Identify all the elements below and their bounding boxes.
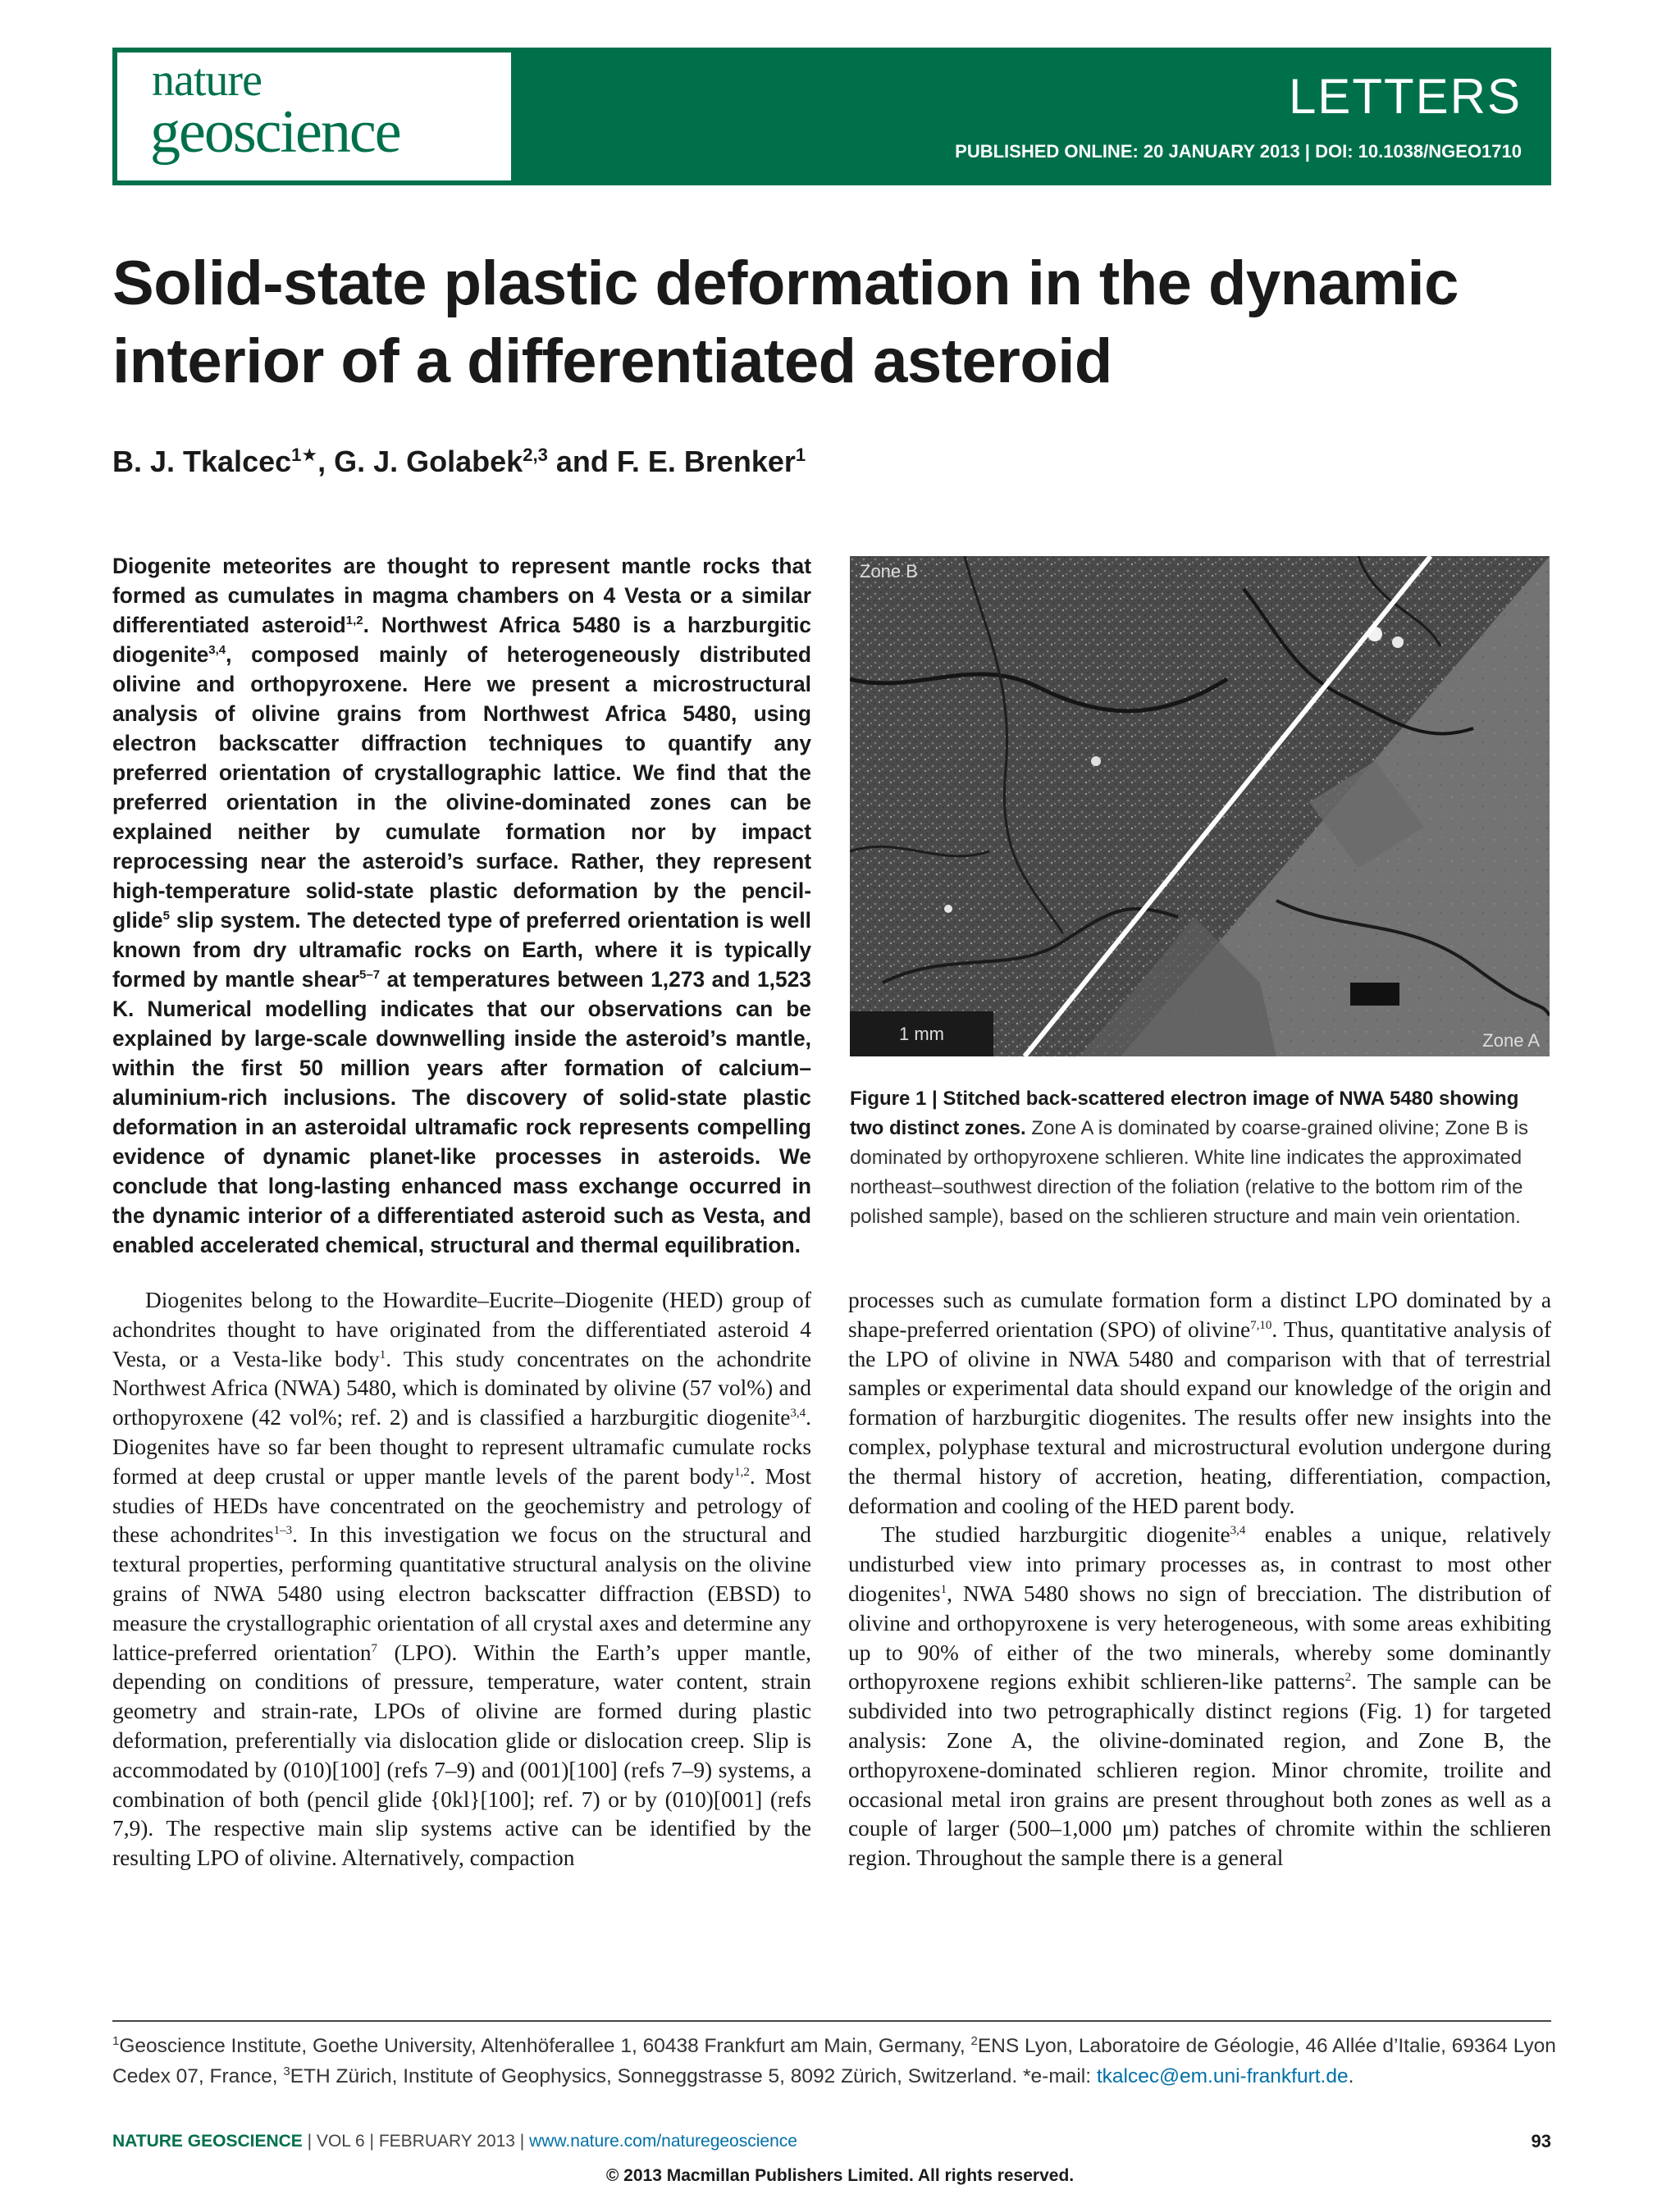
citation-superscript: 7,10 <box>1250 1318 1272 1332</box>
citation-superscript: 3,4 <box>790 1407 806 1421</box>
author-affiliation: 1 <box>795 445 806 465</box>
citation-superscript: 1–3 <box>273 1524 293 1538</box>
footnote-divider <box>112 2020 1551 2022</box>
citation-superscript: 2 <box>970 2033 978 2048</box>
text-run: Diogenite meteorites are thought to represent mantle rocks that formed as cumulates in magma chambers on 4 Vesta or a similar differentiated asteroid <box>112 554 811 637</box>
citation-superscript: 3 <box>283 2064 290 2078</box>
citation-superscript: 1,2 <box>734 1465 750 1479</box>
citation-superscript: 1,2 <box>345 614 363 628</box>
scale-bar-label: 1 mm <box>899 1024 944 1044</box>
text-run: slip system. The detected type of preferred orientation is well known from dry ultramafic rocks on Earth, where it is typically formed by mantle shear <box>112 908 811 992</box>
text-run: . In this investigation we focus on the structural and textural properties, performing quantitative structural analysis on the olivine grains of NWA 5480 using electron backscatter diffraction (EBSD) to measure the crystallographic orientation of all crystal axes and determine any lattice-preferred orientation <box>112 1522 811 1665</box>
footer-journal-name: NATURE GEOSCIENCE <box>112 2132 303 2151</box>
text-run: . <box>1348 2065 1354 2087</box>
text-run: . Thus, quantitative analysis of the LPO of olivine in NWA 5480 and comparison with that of terrestrial samples or experimental data should expand our knowledge of the origin and formation of harzburgitic diogenites. The results offer new insights into the complex, polyphase textural and microstructural evolution undergone during the thermal history of accretion, heating, differentiation, compaction, deformation and cooling of the HED parent body. <box>848 1316 1551 1518</box>
text-run: . The sample can be subdivided into two petrographically distinct regions (Fig. 1) for targeted analysis: Zone A, the olivine-dominated region, and Zone B, the orthopyroxene-dominated schlieren region. Minor chromite, troilite and occasional metal iron grains are present throughout both zones as well as a couple of larger (500–1,000 μm) patches of chromite within the schlieren region. Throughout the sample there is a general <box>848 1669 1551 1871</box>
author-name[interactable]: F. E. Brenker <box>616 445 796 478</box>
section-label: LETTERS <box>1288 69 1522 124</box>
author-affiliation: 2,3 <box>523 445 548 465</box>
text-run: The studied harzburgitic diogenite <box>881 1522 1230 1548</box>
citation-superscript: 1 <box>379 1348 386 1362</box>
journal-header <box>112 48 1551 185</box>
author-affiliation: 1★ <box>291 445 318 465</box>
affiliations-footnote <box>112 2031 1556 2092</box>
publication-info: PUBLISHED ONLINE: 20 JANUARY 2013 | DOI: 10.1038/NGEO1710 <box>955 141 1522 162</box>
logo-word-geoscience: geoscience <box>150 98 400 166</box>
citation-superscript: 1 <box>940 1582 947 1596</box>
text-run: (LPO). Within the Earth’s upper mantle, depending on conditions of pressure, temperature, water content, strain geometry and strain-rate, LPOs of olivine are formed during plastic deformation, preferentially via dislocation glide or dislocation creep. Slip is accommodated by (010)[100] (refs 7–9) and (001)[100] (refs 7–9) systems, a combination of both (pencil glide {0kl}[100]; ref. 7) or by (010)[001] (refs 7,9). The respective main slip systems active can be identified by the resulting LPO of olivine. Alternatively, compaction <box>112 1640 811 1871</box>
copyright-notice: © 2013 Macmillan Publishers Limited. All rights reserved. <box>605 2166 1075 2185</box>
citation-superscript: 3,4 <box>1230 1524 1246 1538</box>
zone-a-label: Zone A <box>1482 1030 1540 1051</box>
citation-superscript: 2 <box>1344 1671 1352 1685</box>
text-run: ETH Zürich, Institute of Geophysics, Sonneggstrasse 5, 8092 Zürich, Switzerland. *e-mail: <box>290 2065 1097 2087</box>
text-run: Diogenites belong to the Howardite–Eucrite–Diogenite (HED) group of achondrites thought to have originated from the differentiated asteroid 4 Vesta, or a Vesta-like body <box>112 1288 811 1371</box>
text-run: . Most studies of HEDs have concentrated on the geochemistry and petrology of these achondrites <box>112 1463 811 1548</box>
body-text-left-column <box>112 1286 811 1873</box>
text-run: . This study concentrates on the achondrite Northwest Africa (NWA) 5480, which is dominated by olivine (57 vol%) and orthopyroxene (42 vol%; ref. 2) and is classified a harzburgitic diogenite <box>112 1346 811 1430</box>
author-name[interactable]: B. J. Tkalcec <box>112 445 292 478</box>
author-name[interactable]: G. J. Golabek <box>334 445 523 478</box>
abstract <box>112 551 811 1260</box>
caption-text: Zone A is dominated by coarse-grained olivine; Zone B is dominated by orthopyroxene schlieren. White line indicates the approximated northeast–southwest direction of the foliation (relative to the bottom rim of the polished sample), based on the schlieren structure and main vein orientation. <box>850 1117 1529 1228</box>
author-separator: and <box>547 445 617 478</box>
author-separator: , <box>317 445 335 478</box>
logo-word-nature: nature <box>152 55 262 106</box>
body-text-right-column <box>848 1286 1551 1873</box>
footer-journal-link[interactable]: www.nature.com/naturegeoscience <box>529 2132 797 2151</box>
article-title: Solid-state plastic deformation in the dynamic interior of a differentiated asteroid <box>112 249 1459 396</box>
text-run: at temperatures between 1,273 and 1,523 K. Numerical modelling indicates that our observations can be explained by large-scale downwelling inside the asteroid’s mantle, within the first 50 million years after formation of calcium–aluminium-rich inclusions. The discovery of solid-state plastic deformation in an asteroidal ultramafic rock represents compelling evidence of dynamic planet-like processes in asteroids. We conclude that long-lasting enhanced mass exchange occurred in the dynamic interior of a differentiated asteroid such as Vesta, and enabled accelerated chemical, structural and thermal equilibration. <box>112 967 811 1257</box>
citation-superscript: 5 <box>162 909 170 924</box>
text-run: . Diogenites have so far been thought to represent ultramafic cumulate rocks formed at deep crustal or upper mantle levels of the parent body <box>112 1405 811 1489</box>
citation-superscript: 7 <box>371 1641 378 1655</box>
page-footer <box>112 2133 1551 2150</box>
citation-superscript: 1 <box>112 2033 120 2048</box>
figure-1-bse-image[interactable] <box>850 556 1550 1056</box>
text-run: , NWA 5480 shows no sign of brecciation. The distribution of olivine and orthopyroxene is very heterogeneous, with some areas exhibiting up to 90% of either of the two minerals, whereby some dominantly orthopyroxene regions exhibit schlieren-like patterns <box>848 1581 1551 1695</box>
footer-issue: | VOL 6 | FEBRUARY 2013 | <box>302 2132 530 2151</box>
text-run: ENS Lyon, Laboratoire de Géologie, 46 Allée d’Italie, 69364 Lyon Cedex 07, France, <box>112 2035 1556 2087</box>
citation-superscript: 3,4 <box>208 643 226 658</box>
citation-superscript: 5–7 <box>359 968 381 983</box>
text-run: enables a unique, relatively undisturbed view into primary processes as, in contrast to most other diogenites <box>848 1522 1551 1606</box>
text-run: processes such as cumulate formation form a distinct LPO dominated by a shape-preferred orientation (SPO) of olivine <box>848 1288 1551 1342</box>
author-list <box>112 443 806 481</box>
page-number: 93 <box>1531 2131 1551 2151</box>
text-run: . Northwest Africa 5480 is a harzburgitic diogenite <box>112 613 811 667</box>
journal-logo[interactable] <box>117 52 511 180</box>
paragraph <box>848 1286 1551 1521</box>
figure-1-caption <box>850 1084 1551 1232</box>
caption-heading: Figure 1 | Stitched back-scattered electron image of NWA 5480 showing two distinct zones. <box>850 1088 1519 1139</box>
email-link[interactable]: tkalcec@em.uni-frankfurt.de <box>1096 2065 1349 2087</box>
text-run: , composed mainly of heterogeneously distributed olivine and orthopyroxene. Here we present a microstructural analysis of olivine grains from Northwest Africa 5480, using electron backscatter diffraction techniques to quantify any preferred orientation of crystallographic lattice. We find that the preferred orientation in the olivine-dominated zones can be explained neither by cumulate formation nor by impact reprocessing near the asteroid’s surface. Rather, they represent high-temperature solid-state plastic deformation by the pencil-glide <box>112 642 811 933</box>
paragraph <box>848 1521 1551 1873</box>
bse-image-graphic <box>850 556 1550 1056</box>
zone-b-label: Zone B <box>860 561 918 582</box>
text-run: Geoscience Institute, Goethe University, Altenhöferallee 1, 60438 Frankfurt am Main, Germany, <box>119 2035 971 2057</box>
